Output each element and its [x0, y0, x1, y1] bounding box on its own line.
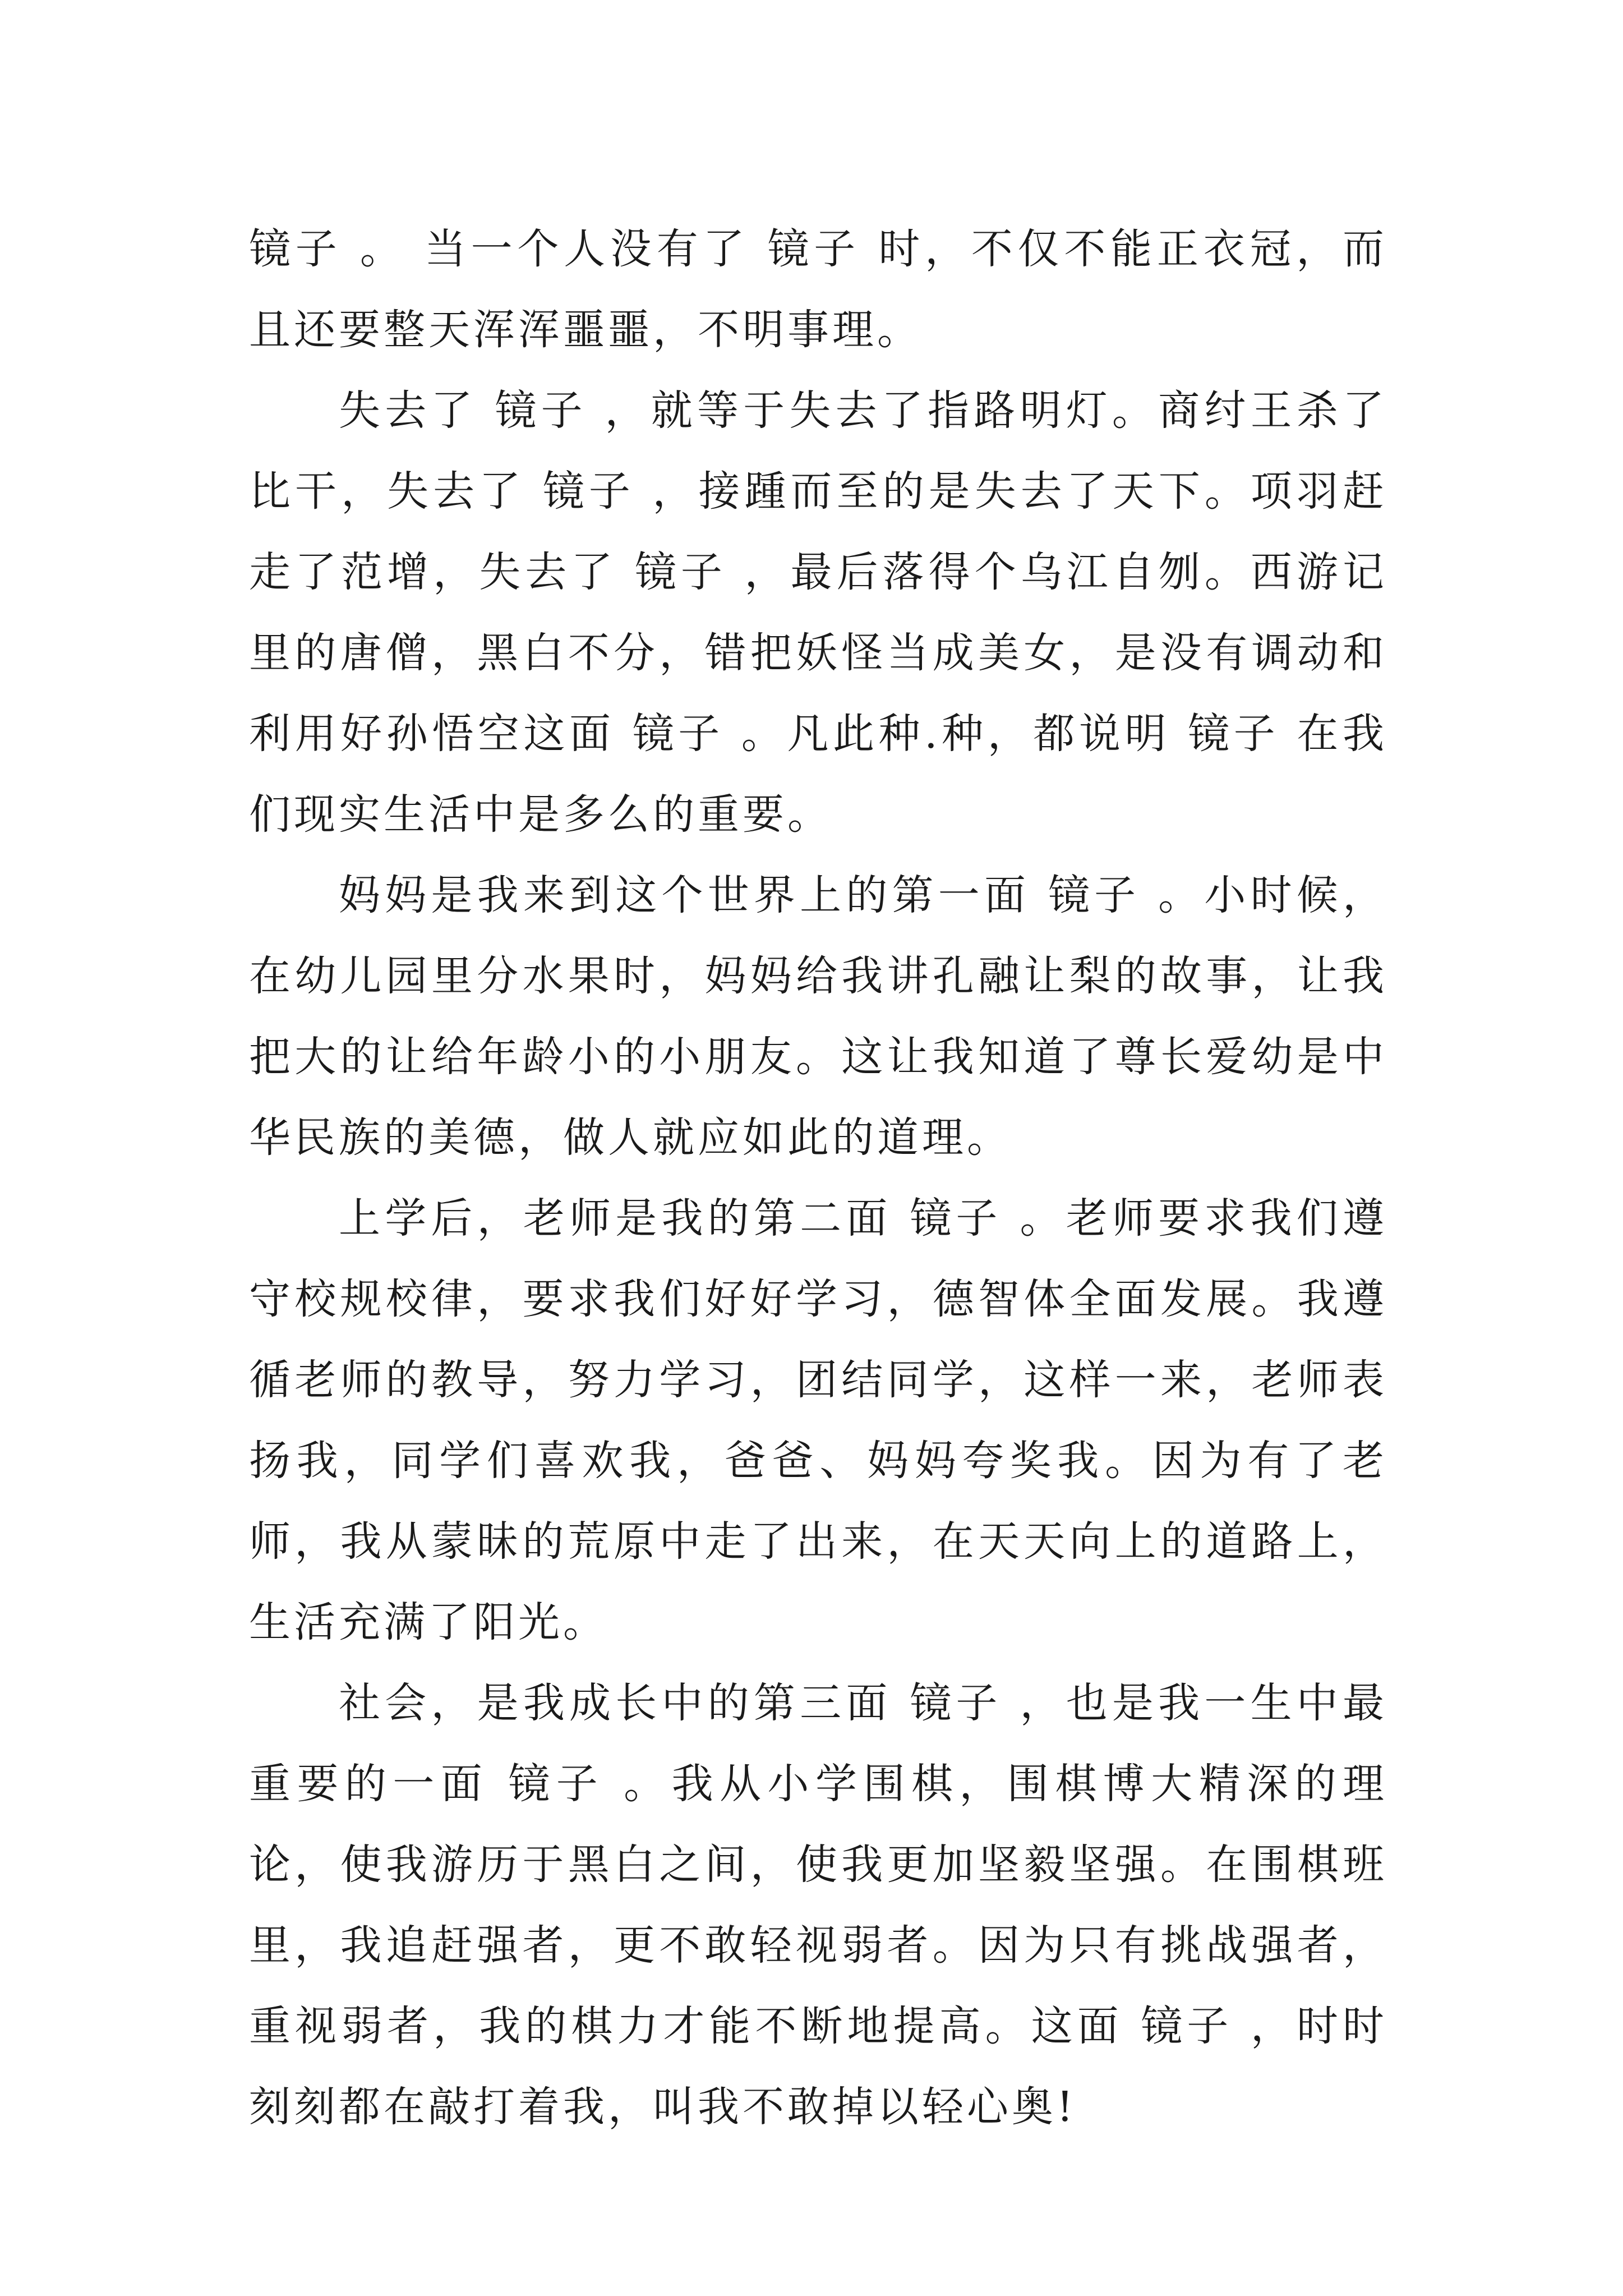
document-body: [249, 209, 1387, 2147]
paragraph-2: 失去了 镜子 ，就等于失去了指路明灯。商纣王杀了比干，失去了 镜子 ，接踵而至的是失去了天下。项羽赶走了范增，失去了 镜子 ，最后落得个乌江自刎。西游记里的唐僧，黑白不分，错把妖怪当成美女，是没有调动和利用好孙悟空这面 镜子 。凡此种.种，都说明 镜子 在我们现实生活中是多么的重要。: [249, 386, 1387, 839]
paragraph-3: 妈妈是我来到这个世界上的第一面 镜子 。小时候，在幼儿园里分水果时，妈妈给我讲孔融让梨的故事，让我把大的让给年龄小的小朋友。这让我知道了尊长爱幼是中华民族的美德，做人就应如此的道理。: [249, 871, 1387, 1162]
paragraph-5: 社会，是我成长中的第三面 镜子 ，也是我一生中最重要的一面 镜子 。我从小学围棋，围棋博大精深的理论，使我游历于黑白之间，使我更加坚毅坚强。在围棋班里，我追赶强者，更不敢轻视弱者。因为只有挑战强者，重视弱者，我的棋力才能不断地提高。这面 镜子 ，时时刻刻都在敲打着我，叫我不敢掉以轻心奥!: [249, 1679, 1387, 2131]
paragraph-1: 镜子 。 当一个人没有了 镜子 时，不仅不能正衣冠，而且还要整天浑浑噩噩，不明事理。: [249, 225, 1387, 354]
paragraph-4: 上学后，老师是我的第二面 镜子 。老师要求我们遵守校规校律，要求我们好好学习，德智体全面发展。我遵循老师的教导，努力学习，团结同学，这样一来，老师表扬我，同学们喜欢我，爸爸、妈妈夸奖我。因为有了老师，我从蒙昧的荒原中走了出来，在天天向上的道路上，生活充满了阳光。: [249, 1194, 1387, 1646]
